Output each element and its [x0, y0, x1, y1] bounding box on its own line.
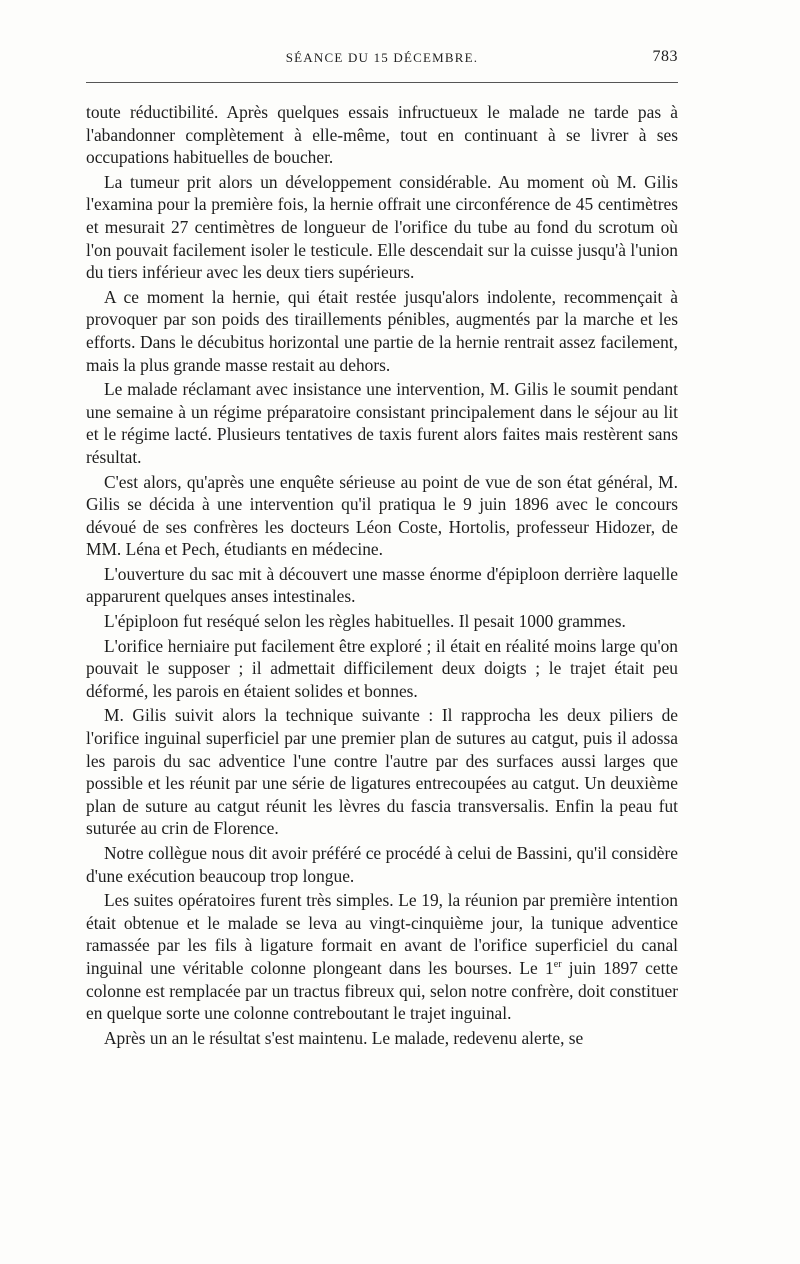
- paragraph: La tumeur prit alors un développement considérable. Au moment où M. Gilis l'examina pour la première fois, la hernie offrait une circonférence de 45 centimètres et mesurait 27 centimètres de longueur de l'orifice du tube au fond du scrotum où l'on pouvait facilement isoler le testicule. Elle descendait sur la cuisse jusqu'à l'union du tiers inférieur avec les deux tiers supérieurs.: [86, 171, 678, 283]
- paragraph-suites: [86, 889, 678, 1025]
- paragraph: Notre collègue nous dit avoir préféré ce procédé à celui de Bassini, qu'il considère d'une exécution beaucoup trop longue.: [86, 843, 678, 886]
- paragraph: L'épiploon fut reséqué selon les règles habituelles. Il pesait 1000 grammes.: [104, 611, 626, 632]
- paragraph: Le malade réclamant avec insistance une intervention, M. Gilis le soumit pendant une semaine à un régime préparatoire consistant principalement dans le séjour au lit et le régime lacté. Plusieurs tentatives de taxis furent alors faites mais restèrent sans résultat.: [86, 379, 678, 467]
- paragraph: L'orifice herniaire put facilement être exploré ; il était en réalité moins large qu'on pouvait le supposer ; il admettait difficilement deux doigts ; le trajet était peu déformé, les parois en étaient solides et bonnes.: [86, 635, 678, 701]
- paragraph-text: Les suites opératoires furent très simples. Le 19, la réunion par première intention était obtenue et le malade se leva au vingt-cinquième jour, la tunique adventice ramassée par les fils à ligature formait en avant de l'orifice superficiel du canal inguinal une véritable colonne plongeant dans les bourses. Le 1: [86, 890, 678, 978]
- running-title: SÉANCE DU 15 DÉCEMBRE.: [285, 50, 479, 65]
- paragraph: M. Gilis suivit alors la technique suivante : Il rapprocha les deux piliers de l'orifice inguinal superficiel par une premier plan de sutures au catgut, puis il adossa les parois du sac adventice l'une contre l'autre par des surfaces aussi larges que possible et les réunit par une série de ligatures entrecoupées au catgut. Un deuxième plan de suture au catgut réunit les lèvres du fascia transversalis. Enfin la peau fut suturée au crin de Florence.: [86, 705, 678, 839]
- page-body: [86, 44, 678, 1051]
- running-head: [86, 44, 678, 74]
- paragraph: toute réductibilité. Après quelques essais infructueux le malade ne tarde pas à l'abandonner complètement à elle-même, tout en continuant à se livrer à ses occupations habituelles de boucher.: [86, 102, 678, 168]
- paragraph: C'est alors, qu'après une enquête sérieuse au point de vue de son état général, M. Gilis se décida à une intervention qu'il pratiqua le 9 juin 1896 avec le concours dévoué de ses confrères les docteurs Léon Coste, Hortolis, professeur Hidozer, de MM. Léna et Pech, étudiants en médecine.: [86, 471, 678, 560]
- paragraph: L'ouverture du sac mit à découvert une masse énorme d'épiploon derrière laquelle apparurent quelques anses intestinales.: [86, 563, 678, 607]
- page-number: 783: [652, 48, 678, 65]
- header-rule: [86, 82, 678, 83]
- paragraph-text: juin 1897 cette colonne est remplacée par un tractus fibreux qui, selon notre confrère, doit constituer en quelque sorte une colonne contreboutant le trajet inguinal.: [86, 957, 679, 1024]
- paragraph-last-line: Après un an le résultat s'est maintenu. Le malade, redevenu alerte, se: [104, 1027, 584, 1048]
- ordinal-superscript: er: [553, 959, 562, 971]
- paragraph: A ce moment la hernie, qui était restée jusqu'alors indolente, recommençait à provoquer par son poids des tiraillements pénibles, augmentés par la marche et les efforts. Dans le décubitus horizontal une partie de la hernie rentrait assez facilement, mais la plus grande masse restait au dehors.: [86, 286, 678, 375]
